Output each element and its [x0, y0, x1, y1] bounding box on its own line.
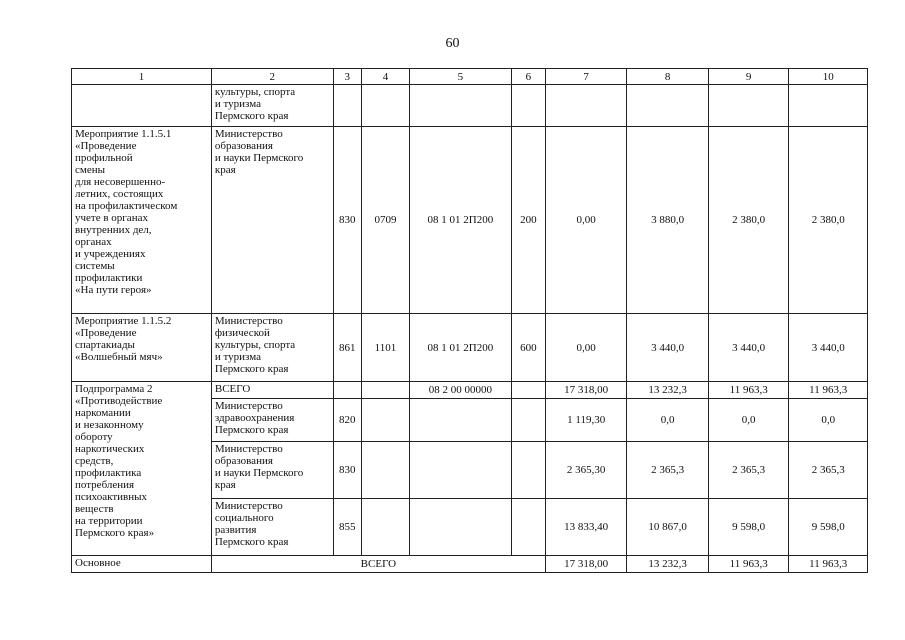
type-code-cell: 200: [511, 127, 545, 314]
amount-cell: 2 365,30: [545, 442, 627, 499]
code-cell: 830: [333, 442, 361, 499]
amount-cell: 11 963,3: [708, 382, 789, 399]
amount-cell: 2 380,0: [708, 127, 789, 314]
amount-cell: 3 440,0: [627, 314, 709, 382]
table-row: [72, 314, 868, 382]
code-cell: 820: [333, 399, 361, 442]
table-row: [72, 85, 868, 127]
header-cell: 7: [545, 69, 627, 85]
table-row: [72, 127, 868, 314]
ministry-cell: Министерство здравоохранения Пермского края: [214, 400, 295, 436]
ministry-cell: Министерство образования и науки Пермского края: [214, 443, 304, 491]
amount-cell: 13 232,3: [627, 556, 709, 573]
amount-cell: 17 318,00: [545, 382, 627, 399]
amount-cell: 3 440,0: [789, 314, 868, 382]
ministry-cell: Министерство социального развития Пермского края: [214, 500, 289, 548]
ministry-cell: культуры, спорта и туризма Пермского края: [214, 86, 296, 122]
table-row: [72, 382, 868, 399]
amount-cell: 17 318,00: [545, 556, 627, 573]
amount-cell: 1 119,30: [545, 399, 627, 442]
code-cell: 855: [333, 499, 361, 556]
section-cell: 1101: [361, 314, 409, 382]
ministry-cell: Министерство физической культуры, спорта и туризма Пермского края: [214, 315, 296, 375]
amount-cell: 0,0: [627, 399, 709, 442]
amount-cell: 3 880,0: [627, 127, 709, 314]
target-code-cell: 08 1 01 2П200: [410, 127, 512, 314]
header-row: [72, 69, 868, 85]
footer-label-cell: Основное: [72, 556, 212, 573]
header-cell: 4: [361, 69, 409, 85]
amount-cell: 0,0: [708, 399, 789, 442]
measure-name-cell: Мероприятие 1.1.5.2 «Проведение спартакиады «Волшебный мяч»: [75, 315, 172, 363]
amount-cell: 13 833,40: [545, 499, 627, 556]
ministry-cell: Министерство образования и науки Пермского края: [214, 128, 304, 176]
page-number: 60: [445, 36, 460, 51]
amount-cell: 2 365,3: [708, 442, 789, 499]
header-cell: 9: [708, 69, 789, 85]
footer-row: [72, 556, 868, 573]
header-cell: 8: [627, 69, 709, 85]
amount-cell: 11 963,3: [789, 556, 868, 573]
header-cell: 5: [410, 69, 512, 85]
amount-cell: 2 365,3: [627, 442, 709, 499]
amount-cell: 10 867,0: [627, 499, 709, 556]
amount-cell: 9 598,0: [789, 499, 868, 556]
header-cell: 6: [511, 69, 545, 85]
measure-name-cell: Мероприятие 1.1.5.1 «Проведение профильной смены для несовершенно- летних, состоящих на профилактическом учете в органах внутренних дел, органах и учреждениях системы профилактики «На пути героя»: [75, 128, 178, 296]
amount-cell: 2 380,0: [789, 127, 868, 314]
header-cell: 2: [211, 69, 333, 85]
code-cell: 830: [333, 127, 361, 314]
amount-cell: 0,00: [545, 314, 627, 382]
header-cell: 3: [333, 69, 361, 85]
amount-cell: 11 963,3: [708, 556, 789, 573]
code-cell: 861: [333, 314, 361, 382]
target-code-cell: 08 1 01 2П200: [410, 314, 512, 382]
budget-table: [71, 68, 868, 573]
amount-cell: 2 365,3: [789, 442, 868, 499]
section-cell: 0709: [361, 127, 409, 314]
amount-cell: 11 963,3: [789, 382, 868, 399]
total-label-cell: ВСЕГО: [211, 382, 333, 399]
target-code-cell: 08 2 00 00000: [410, 382, 512, 399]
amount-cell: 13 232,3: [627, 382, 709, 399]
amount-cell: 0,00: [545, 127, 627, 314]
header-cell: 10: [789, 69, 868, 85]
amount-cell: 0,0: [789, 399, 868, 442]
amount-cell: 9 598,0: [708, 499, 789, 556]
subprogram-name-cell: Подпрограмма 2 «Противодействие наркомании и незаконному обороту наркотических средств, профилактика потребления психоактивных веществ на территории Пермского края»: [75, 383, 163, 539]
footer-total-label: ВСЕГО: [211, 556, 545, 573]
amount-cell: 3 440,0: [708, 314, 789, 382]
header-cell: 1: [72, 69, 212, 85]
type-code-cell: 600: [511, 314, 545, 382]
